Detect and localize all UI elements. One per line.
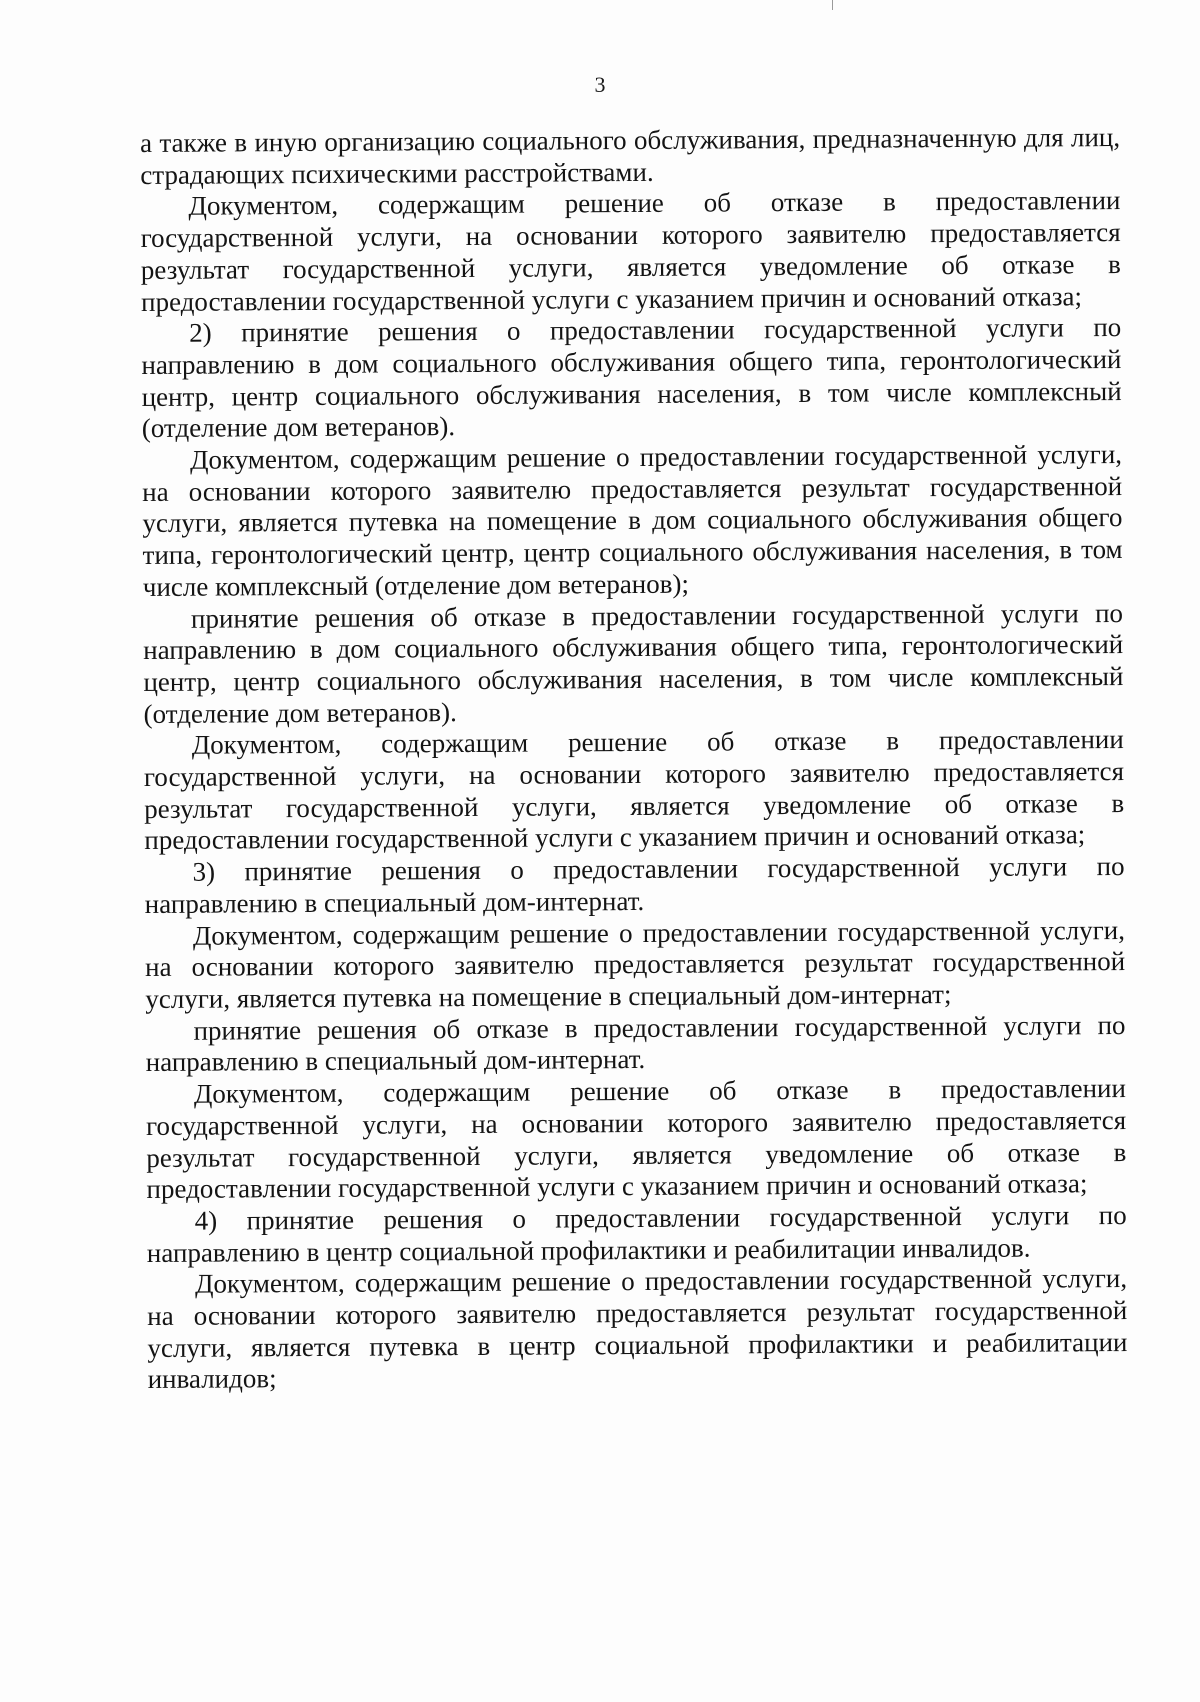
- paragraph-item-3: 3) принятие решения о предоставлении государственной услуги по направлению в специальный дом-интернат.: [144, 851, 1125, 919]
- paragraph: принятие решения об отказе в предоставлении государственной услуги по направлению в специальный дом-интернат.: [145, 1009, 1126, 1078]
- paragraph-continuation: а также в иную организацию социального обслуживания, предназначенную для лиц, страдающих психическими расстройствами.: [140, 122, 1121, 190]
- paragraph: Документом, содержащим решение об отказе в предоставлении государственной услуги, на основании которого заявителю предоставляется результат государственной услуги, является уведомление об отказе в предоставлении государственной услуги с указанием причин и оснований отказа;: [140, 185, 1121, 317]
- paragraph: Документом, содержащим решение об отказе в предоставлении государственной услуги, на основании которого заявителю предоставляется результат государственной услуги, является уведомление об отказе в предоставлении государственной услуги с указанием причин и оснований отказа;: [146, 1073, 1127, 1205]
- paragraph: принятие решения об отказе в предоставлении государственной услуги по направлению в дом социального обслуживания общего типа, геронтологический центр, центр социального обслуживания населения, в том числе комплексный (отделение дом ветеранов).: [143, 597, 1124, 729]
- paragraph: Документом, содержащим решение о предоставлении государственной услуги, на основании которого заявителю предоставляется результат государственной услуги, является путевка в центр социальной профилактики и реабилитации инвалидов;: [147, 1263, 1128, 1395]
- scan-artifact: [832, 0, 833, 10]
- paragraph-item-4: 4) принятие решения о предоставлении государственной услуги по направлению в центр социальной профилактики и реабилитации инвалидов.: [146, 1199, 1127, 1268]
- paragraph: Документом, содержащим решение об отказе в предоставлении государственной услуги, на основании которого заявителю предоставляется результат государственной услуги, является уведомление об отказе в предоставлении государственной услуги с указанием причин и оснований отказа;: [143, 724, 1125, 856]
- document-body: [140, 122, 1128, 1396]
- paragraph-item-2: 2) принятие решения о предоставлении государственной услуги по направлению в дом социального обслуживания общего типа, геронтологический центр, центр социального обслуживания населения, в том числе комплексный (отделение дом ветеранов).: [141, 312, 1122, 444]
- paragraph: Документом, содержащим решение о предоставлении государственной услуги, на основании которого заявителю предоставляется результат государственной услуги, является путевка на помещение в дом социального обслуживания общего типа, геронтологический центр, центр социального обслуживания населения, в том числе комплексный (отделение дом ветеранов);: [142, 439, 1123, 602]
- paragraph: Документом, содержащим решение о предоставлении государственной услуги, на основании которого заявителю предоставляется результат государственной услуги, является путевка на помещение в специальный дом-интернат;: [145, 914, 1126, 1014]
- page-number: 3: [594, 72, 606, 97]
